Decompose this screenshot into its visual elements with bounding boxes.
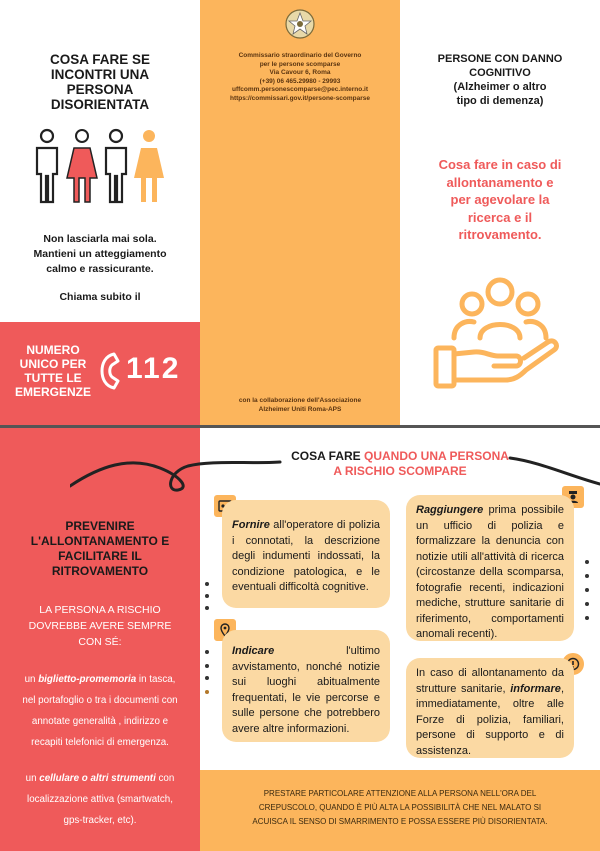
prevenire-title: PREVENIRE L'ALLONTANAMENTO E FACILITARE IL RITROVAMENTO [30, 519, 170, 578]
woman-orange-icon [134, 130, 164, 202]
commissario-header: Commissario straordinario del Governo per le persone scomparse Via Cavour 6, Roma (+39) 06 465.29980 - 29993 uffcomm.personescomparse@pec.interno.it https://commissari.gov.it/persone-scomparse [229, 52, 371, 102]
card-raggiungere: Raggiungere prima possibile un ufficio di polizia e formalizzare la denuncia con notizie utili all'attività di ricerca (circostanze della scomparsa, fotografie recenti, indicazioni mediche, strutture sanitarie di riferimento, comportamenti anomali recenti). [406, 495, 574, 641]
people-illustration [30, 128, 165, 208]
emergency-number: 112 [126, 352, 181, 385]
item-cellulare: un cellulare o altri strumenti con localizzazione attiva (smartwatch, gps-tracker, etc). [25, 773, 175, 826]
card-allontanamento: In caso di allontanamento da strutture sanitarie, informare, immediatamente, oltre alle Forze di polizia, familiari, persone di supporto e di assistenza. [406, 658, 574, 758]
card-fornire: Fornire all'operatore di polizia i connotati, la descrizione degli indumenti indossati, la condizione patologica, e le eventuali difficoltà cognitive. [222, 500, 390, 608]
left-title: COSA FARE SE INCONTRI UNA PERSONA DISORIENTATA [49, 52, 151, 112]
advice-text: Non lasciarla mai sola. Mantieni un atteggiamento calmo e rassicurante. [33, 233, 167, 275]
right-title: PERSONE CON DANNO COGNITIVO (Alzheimer o altro tipo di demenza) [437, 53, 563, 107]
woman-red-icon [67, 130, 97, 202]
care-hand-icon [432, 272, 568, 394]
phone-icon [100, 352, 122, 390]
risk-text: LA PERSONA A RISCHIO DOVREBBE AVERE SEMPRE CON SÉ: [28, 604, 172, 648]
collaboration-footer: con la collaborazione dell'Associazione Alzheimer Uniti Roma-APS [238, 397, 362, 413]
man-outline-icon [37, 130, 57, 202]
card-indicare: Indicare l'ultimo avvistamento, nonché notizie sui luoghi abitualmente frequentati, le vie percorse e sulle persone che potrebbero avere altre informazioni. [222, 630, 390, 742]
right-subtitle: Cosa fare in caso di allontanamento e per agevolare la ricerca e il ritrovamento. [438, 157, 562, 242]
emergency-label: NUMERO UNICO PER TUTTE LE EMERGENZE [14, 343, 91, 399]
timeline-right [585, 560, 591, 700]
cosa-fare-header: COSA FARE QUANDO UNA PERSONA A RISCHIO SCOMPARE [291, 449, 509, 478]
call-text: Chiama subito il [59, 291, 141, 303]
emblem-icon [284, 7, 316, 41]
warning-text: PRESTARE PARTICOLARE ATTENZIONE ALLA PERSONA NELL'ORA DEL CREPUSCOLO, QUANDO È PIÙ ALTA LA POSSIBILITÀ CHE NEL MALATO SI ACUISCA IL SENSO DI SMARRIMENTO E POSSA ESSERE PIÙ DISORIENTATA. [252, 789, 548, 826]
man-outline-icon [106, 130, 126, 202]
item-biglietto: un biglietto-promemoria in tasca, nel portafoglio o tra i documenti con annotate generalità , indirizzo e recapiti telefonici di emergenza. [22, 674, 178, 748]
timeline-left [205, 500, 211, 700]
